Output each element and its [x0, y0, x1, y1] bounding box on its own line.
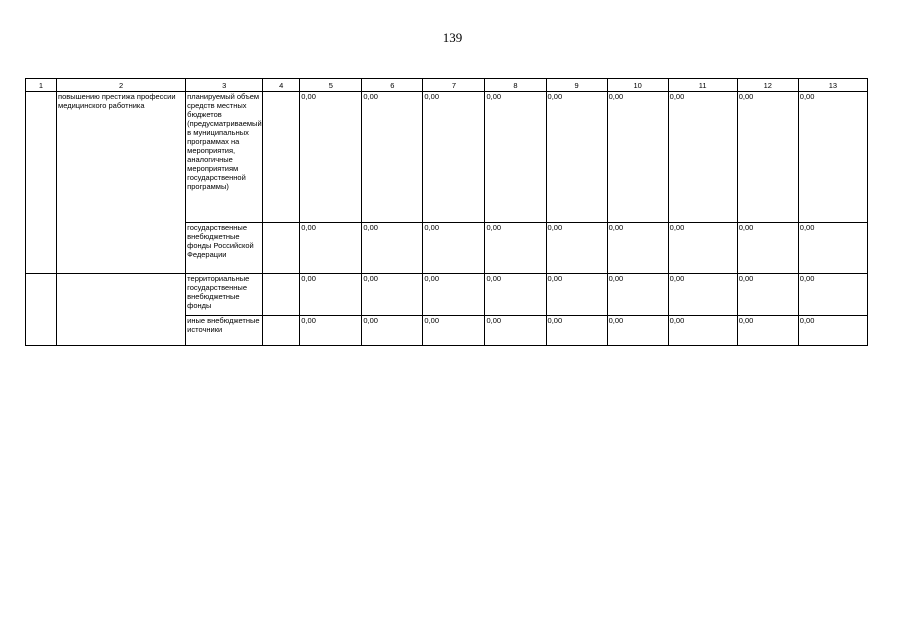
- cell-value: 0,00: [668, 274, 737, 316]
- cell-value: 0,00: [546, 92, 607, 223]
- column-header: 12: [737, 79, 798, 92]
- cell-value: 0,00: [423, 274, 485, 316]
- cell-value: 0,00: [607, 223, 668, 274]
- cell-col1: [26, 92, 57, 274]
- cell-col4: [263, 92, 300, 223]
- cell-value: 0,00: [300, 92, 362, 223]
- header-row: [26, 79, 868, 92]
- cell-measure-name: [57, 274, 186, 346]
- cell-value: 0,00: [485, 274, 546, 316]
- cell-value: 0,00: [362, 223, 423, 274]
- cell-col4: [263, 316, 300, 346]
- cell-value: 0,00: [423, 92, 485, 223]
- column-header: 7: [423, 79, 485, 92]
- cell-value: 0,00: [485, 92, 546, 223]
- column-header: 6: [362, 79, 423, 92]
- cell-value: 0,00: [300, 274, 362, 316]
- cell-col4: [263, 274, 300, 316]
- cell-col4: [263, 223, 300, 274]
- cell-value: 0,00: [546, 316, 607, 346]
- cell-value: 0,00: [668, 92, 737, 223]
- cell-value: 0,00: [737, 316, 798, 346]
- cell-value: 0,00: [485, 223, 546, 274]
- cell-value: 0,00: [798, 223, 867, 274]
- column-header: 11: [668, 79, 737, 92]
- cell-funding-source: территориальные государственные внебюджетные фонды: [186, 274, 263, 316]
- budget-table: [25, 78, 868, 346]
- cell-value: 0,00: [737, 274, 798, 316]
- cell-measure-name: повышению престижа профессии медицинского работника: [57, 92, 186, 274]
- cell-value: 0,00: [485, 316, 546, 346]
- cell-value: 0,00: [607, 92, 668, 223]
- column-header: 1: [26, 79, 57, 92]
- cell-value: 0,00: [607, 274, 668, 316]
- cell-value: 0,00: [423, 316, 485, 346]
- cell-value: 0,00: [737, 92, 798, 223]
- column-header: 2: [57, 79, 186, 92]
- cell-value: 0,00: [423, 223, 485, 274]
- cell-value: 0,00: [668, 223, 737, 274]
- column-header: 13: [798, 79, 867, 92]
- cell-value: 0,00: [300, 223, 362, 274]
- column-header: 10: [607, 79, 668, 92]
- cell-value: 0,00: [362, 316, 423, 346]
- cell-value: 0,00: [737, 223, 798, 274]
- cell-value: 0,00: [362, 92, 423, 223]
- cell-funding-source: государственные внебюджетные фонды Российской Федерации: [186, 223, 263, 274]
- column-header: 3: [186, 79, 263, 92]
- cell-value: 0,00: [607, 316, 668, 346]
- page-number: 139: [442, 30, 463, 45]
- cell-value: 0,00: [798, 274, 867, 316]
- cell-value: 0,00: [362, 274, 423, 316]
- cell-value: 0,00: [300, 316, 362, 346]
- cell-value: 0,00: [546, 274, 607, 316]
- cell-funding-source: планируемый объем средств местных бюджетов (предусматриваемый в муниципальных программах на мероприятия, аналогичные мероприятиям государственной программы): [186, 92, 263, 223]
- column-header: 4: [263, 79, 300, 92]
- column-header: 5: [300, 79, 362, 92]
- column-header: 9: [546, 79, 607, 92]
- column-header: 8: [485, 79, 546, 92]
- cell-value: 0,00: [798, 92, 867, 223]
- cell-value: 0,00: [798, 316, 867, 346]
- cell-funding-source: иные внебюджетные источники: [186, 316, 263, 346]
- cell-value: 0,00: [546, 223, 607, 274]
- table-row: [26, 274, 868, 316]
- cell-col1: [26, 274, 57, 346]
- table-row: [26, 92, 868, 223]
- cell-value: 0,00: [668, 316, 737, 346]
